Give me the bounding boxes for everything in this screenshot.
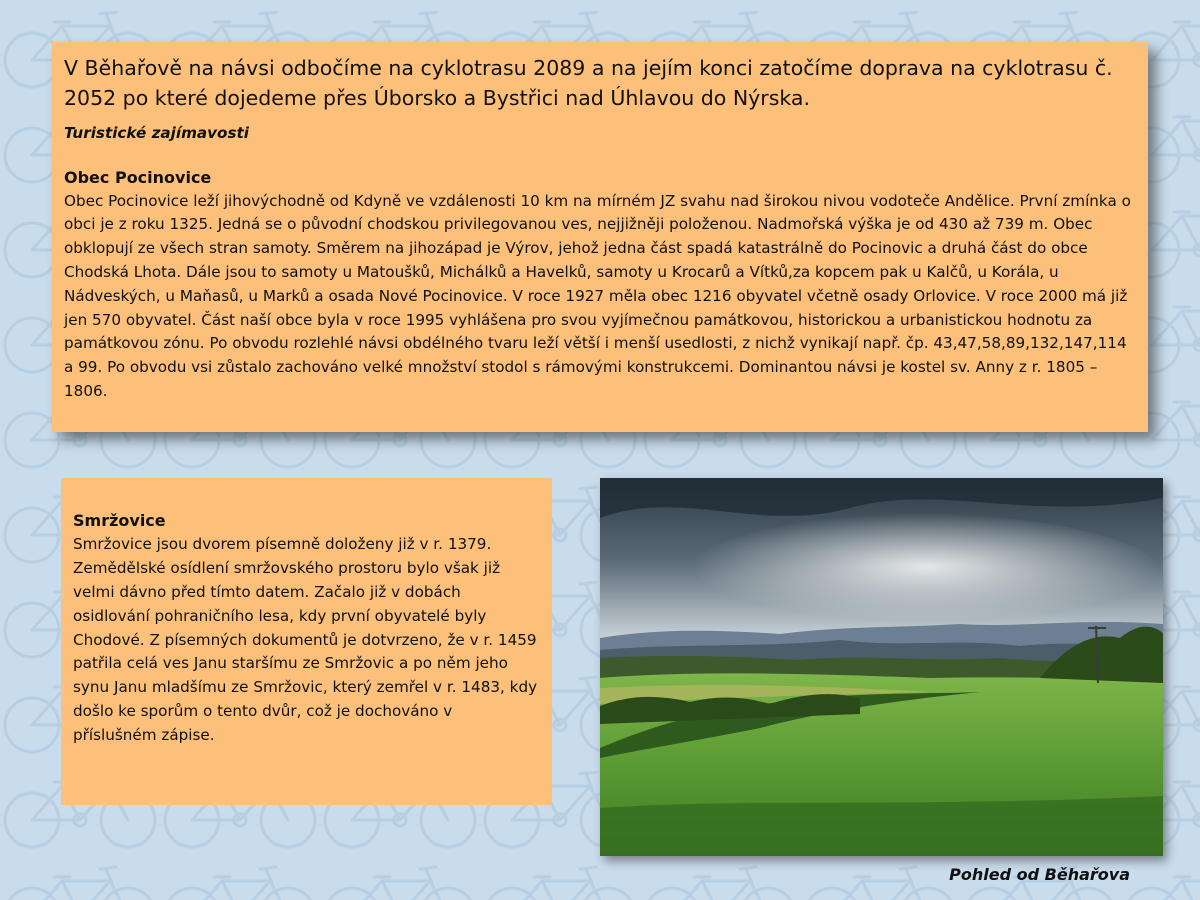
route-intro-text: V Běhařově na návsi odbočíme na cyklotrasu 2089 a na jejím konci zatočíme doprava na cyklotrasu č. 2052 po které dojedeme přes Úborsko a Bystřici nad Úhlavou do Nýrska.	[64, 56, 1113, 110]
photo-caption: Pohled od Běhařova	[949, 865, 1130, 884]
smrzovice-paragraph: Smržovice jsou dvorem písemně doloženy již v r. 1379. Zemědělské osídlení smržovského prostoru bylo však již velmi dávno před tímto datem. Začalo již v dobách osidlování pohraničního lesa, kdy první obyvatelé byly Chodové. Z písemných dokumentů je dotvrzeno, že v r. 1459 patřila celá ves Janu staršímu ze Smržovic a po něm jeho synu Janu mladšímu ze Smržovic, který zemřel v r. 1483, kdy došlo ke sporům o tento dvůr, což je dochováno v příslušném zápise.	[73, 534, 538, 745]
route-description-panel	[52, 42, 1148, 432]
smrzovice-panel	[61, 478, 552, 805]
landscape-photo	[600, 478, 1163, 856]
pocinovice-paragraph: Obec Pocinovice leží jihovýchodně od Kdyně ve vzdálenosti 10 km na mírném JZ svahu nad širokou nivou vodoteče Andělice. První zmínka o obci je z roku 1325. Jedná se o původní chodskou privilegovanou ves, nejjižněji položenou. Nadmořská výška je od 430 až 739 m. Obec obklopují ze všech stran samoty. Směrem na jihozápad je Výrov, jehož jedna část spadá katastrálně do Pocinovic a druhá část do obce Chodská Lhota. Dále jsou to samoty u Matoušků, Michálků a Havelků, samoty u Krocarů a Vítků,za kopcem pak u Kalčů, u Korála, u Nádveských, u Maňasů, u Marků a osada Nové Pocinovice. V roce 1927 měla obec 1216 obyvatel včetně osady Orlovice. V roce 2000 má již jen 570 obyvatel. Část naší obce byla v roce 1995 vyhlášena pro svou vyjímečnou památkovou, historickou a urbanistickou hodnotu za památkovou zónu. Po obvodu rozlehlé návsi obdélného tvaru leží větší i menší usedlosti, z nichž vynikají např. čp. 43,47,58,89,132,147,114 a 99. Po obvodu vsi zůstalo zachováno velké množství stodol s rámovými konstrukcemi. Dominantou návsi je kostel sv. Anny z r. 1805 – 1806.	[64, 191, 1131, 400]
section-heading: Turistické zajímavosti	[64, 124, 249, 142]
smrzovice-heading: Smržovice	[73, 511, 166, 530]
pocinovice-heading: Obec Pocinovice	[64, 167, 212, 187]
